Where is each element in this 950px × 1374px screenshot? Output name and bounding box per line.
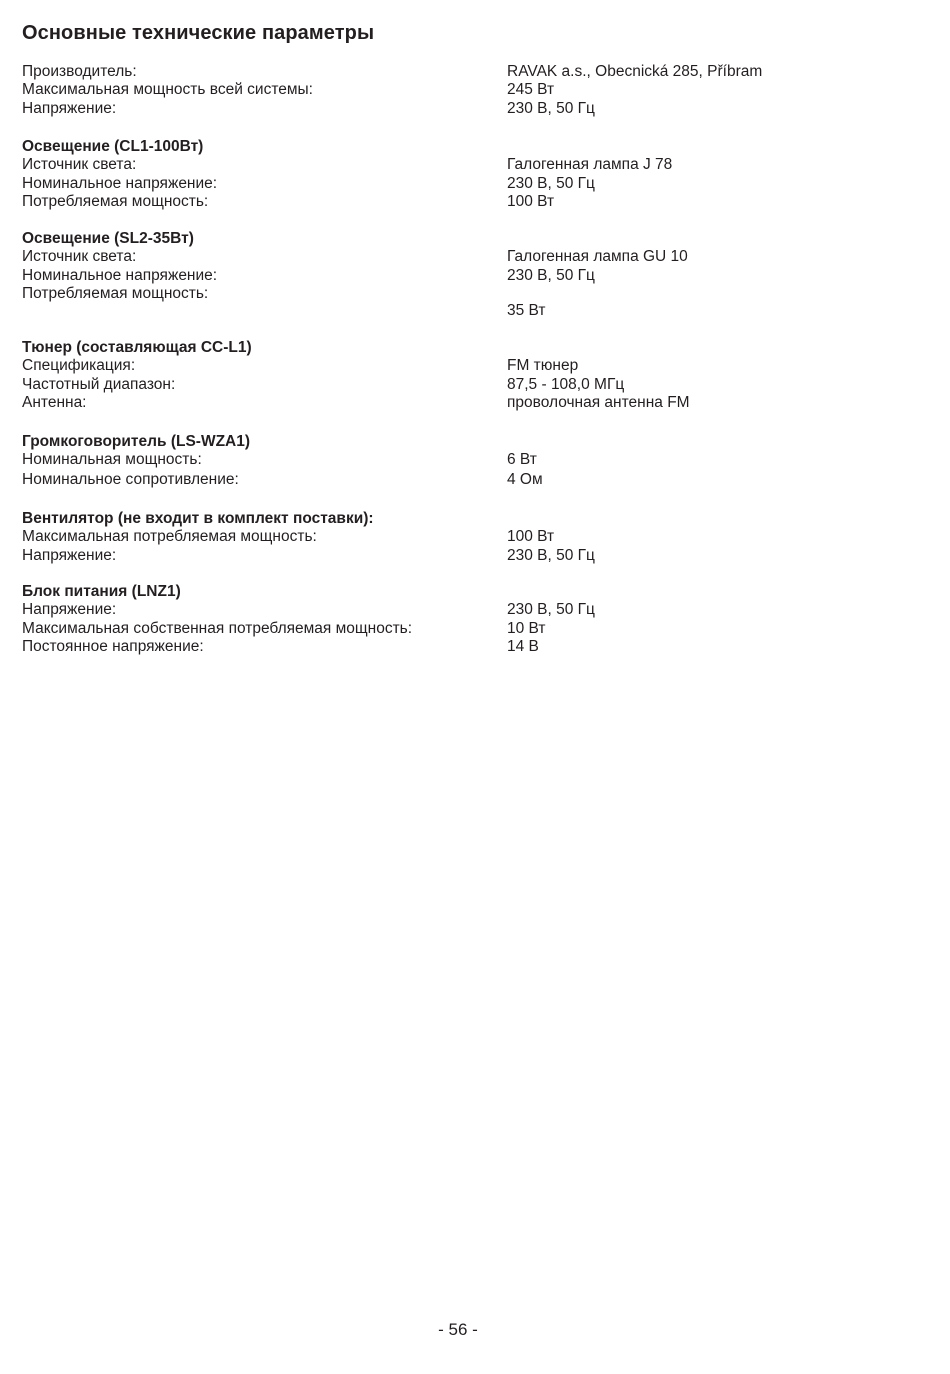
spec-label: Максимальная собственная потребляемая мощность: bbox=[22, 619, 413, 637]
spec-value: 100 Вт bbox=[507, 193, 555, 211]
general-specs bbox=[22, 63, 922, 118]
spec-label: Номинальное напряжение: bbox=[22, 174, 218, 192]
spec-label: Максимальная мощность всей системы: bbox=[22, 81, 313, 99]
spec-label: Постоянное напряжение: bbox=[22, 638, 204, 656]
spec-label: Номинальная мощность: bbox=[22, 451, 202, 469]
spec-value: RAVAK a.s., Obecnická 285, Příbram bbox=[507, 63, 763, 80]
spec-row-max-power bbox=[22, 81, 922, 99]
spec-value: 6 Вт bbox=[507, 451, 537, 469]
speaker-section bbox=[22, 433, 922, 489]
spec-value: 230 В, 50 Гц bbox=[507, 266, 595, 284]
section-heading: Блок питания (LNZ1) bbox=[22, 583, 181, 600]
lighting-sl2-section bbox=[22, 230, 922, 321]
spec-value: FM тюнер bbox=[507, 357, 579, 375]
spec-label: Напряжение: bbox=[22, 546, 117, 564]
spec-value: 4 Ом bbox=[507, 470, 543, 488]
spec-row bbox=[22, 193, 922, 211]
page-number: - 56 - bbox=[438, 1320, 478, 1339]
spec-label: Антенна: bbox=[22, 394, 87, 412]
spec-value: 230 В, 50 Гц bbox=[507, 601, 595, 619]
spec-row bbox=[22, 357, 922, 375]
spec-label: Производитель: bbox=[22, 63, 137, 80]
section-heading: Освещение (CL1-100Вт) bbox=[22, 138, 204, 155]
spec-row bbox=[22, 248, 922, 266]
spec-row bbox=[22, 175, 922, 193]
spec-row-voltage bbox=[22, 100, 922, 118]
spec-label: Спецификация: bbox=[22, 357, 136, 375]
spec-value: 10 Вт bbox=[507, 619, 546, 637]
spec-row bbox=[22, 394, 922, 412]
spec-value: Галогенная лампа GU 10 bbox=[507, 248, 688, 266]
fan-section bbox=[22, 510, 922, 565]
spec-value: Галогенная лампа J 78 bbox=[507, 156, 673, 174]
spec-value: 35 Вт bbox=[507, 302, 546, 320]
tuner-section bbox=[22, 339, 922, 413]
spec-label: Номинальное напряжение: bbox=[22, 266, 218, 284]
spec-value: 230 В, 50 Гц bbox=[507, 174, 595, 192]
spec-row bbox=[22, 451, 922, 469]
spec-row bbox=[22, 547, 922, 565]
section-heading: Освещение (SL2-35Вт) bbox=[22, 230, 194, 247]
spec-value: 100 Вт bbox=[507, 528, 555, 546]
section-heading: Вентилятор (не входит в комплект поставки): bbox=[22, 510, 374, 527]
spec-label: Частотный диапазон: bbox=[22, 375, 176, 393]
spec-row bbox=[22, 267, 922, 285]
spec-row-manufacturer bbox=[22, 63, 922, 81]
power-supply-section bbox=[22, 583, 922, 657]
spec-label: Потребляемая мощность: bbox=[22, 285, 209, 303]
spec-value: 87,5 - 108,0 МГц bbox=[507, 375, 625, 393]
spec-label: Номинальное сопротивление: bbox=[22, 470, 239, 488]
spec-label: Потребляемая мощность: bbox=[22, 193, 209, 211]
spec-row bbox=[22, 638, 922, 656]
spec-label: Напряжение: bbox=[22, 99, 117, 117]
spec-row bbox=[22, 285, 922, 320]
spec-row bbox=[22, 620, 922, 638]
spec-value: 230 В, 50 Гц bbox=[507, 99, 595, 117]
spec-label: Источник света: bbox=[22, 156, 137, 174]
spec-value: 230 В, 50 Гц bbox=[507, 546, 595, 564]
section-heading: Тюнер (составляющая CC-L1) bbox=[22, 339, 252, 356]
spec-value: 245 Вт bbox=[507, 81, 555, 99]
spec-row bbox=[22, 601, 922, 619]
spec-label: Источник света: bbox=[22, 248, 137, 266]
spec-row bbox=[22, 156, 922, 174]
spec-row bbox=[22, 376, 922, 394]
spec-value: проволочная антенна FM bbox=[507, 394, 690, 412]
lighting-cl1-section bbox=[22, 138, 922, 212]
page-title: Основные технические параметры bbox=[22, 22, 375, 44]
spec-label: Максимальная потребляемая мощность: bbox=[22, 528, 317, 546]
spec-row bbox=[22, 471, 922, 489]
spec-row bbox=[22, 528, 922, 546]
spec-label: Напряжение: bbox=[22, 601, 117, 619]
section-heading: Громкоговоритель (LS-WZA1) bbox=[22, 433, 251, 450]
spec-value: 14 В bbox=[507, 638, 539, 656]
